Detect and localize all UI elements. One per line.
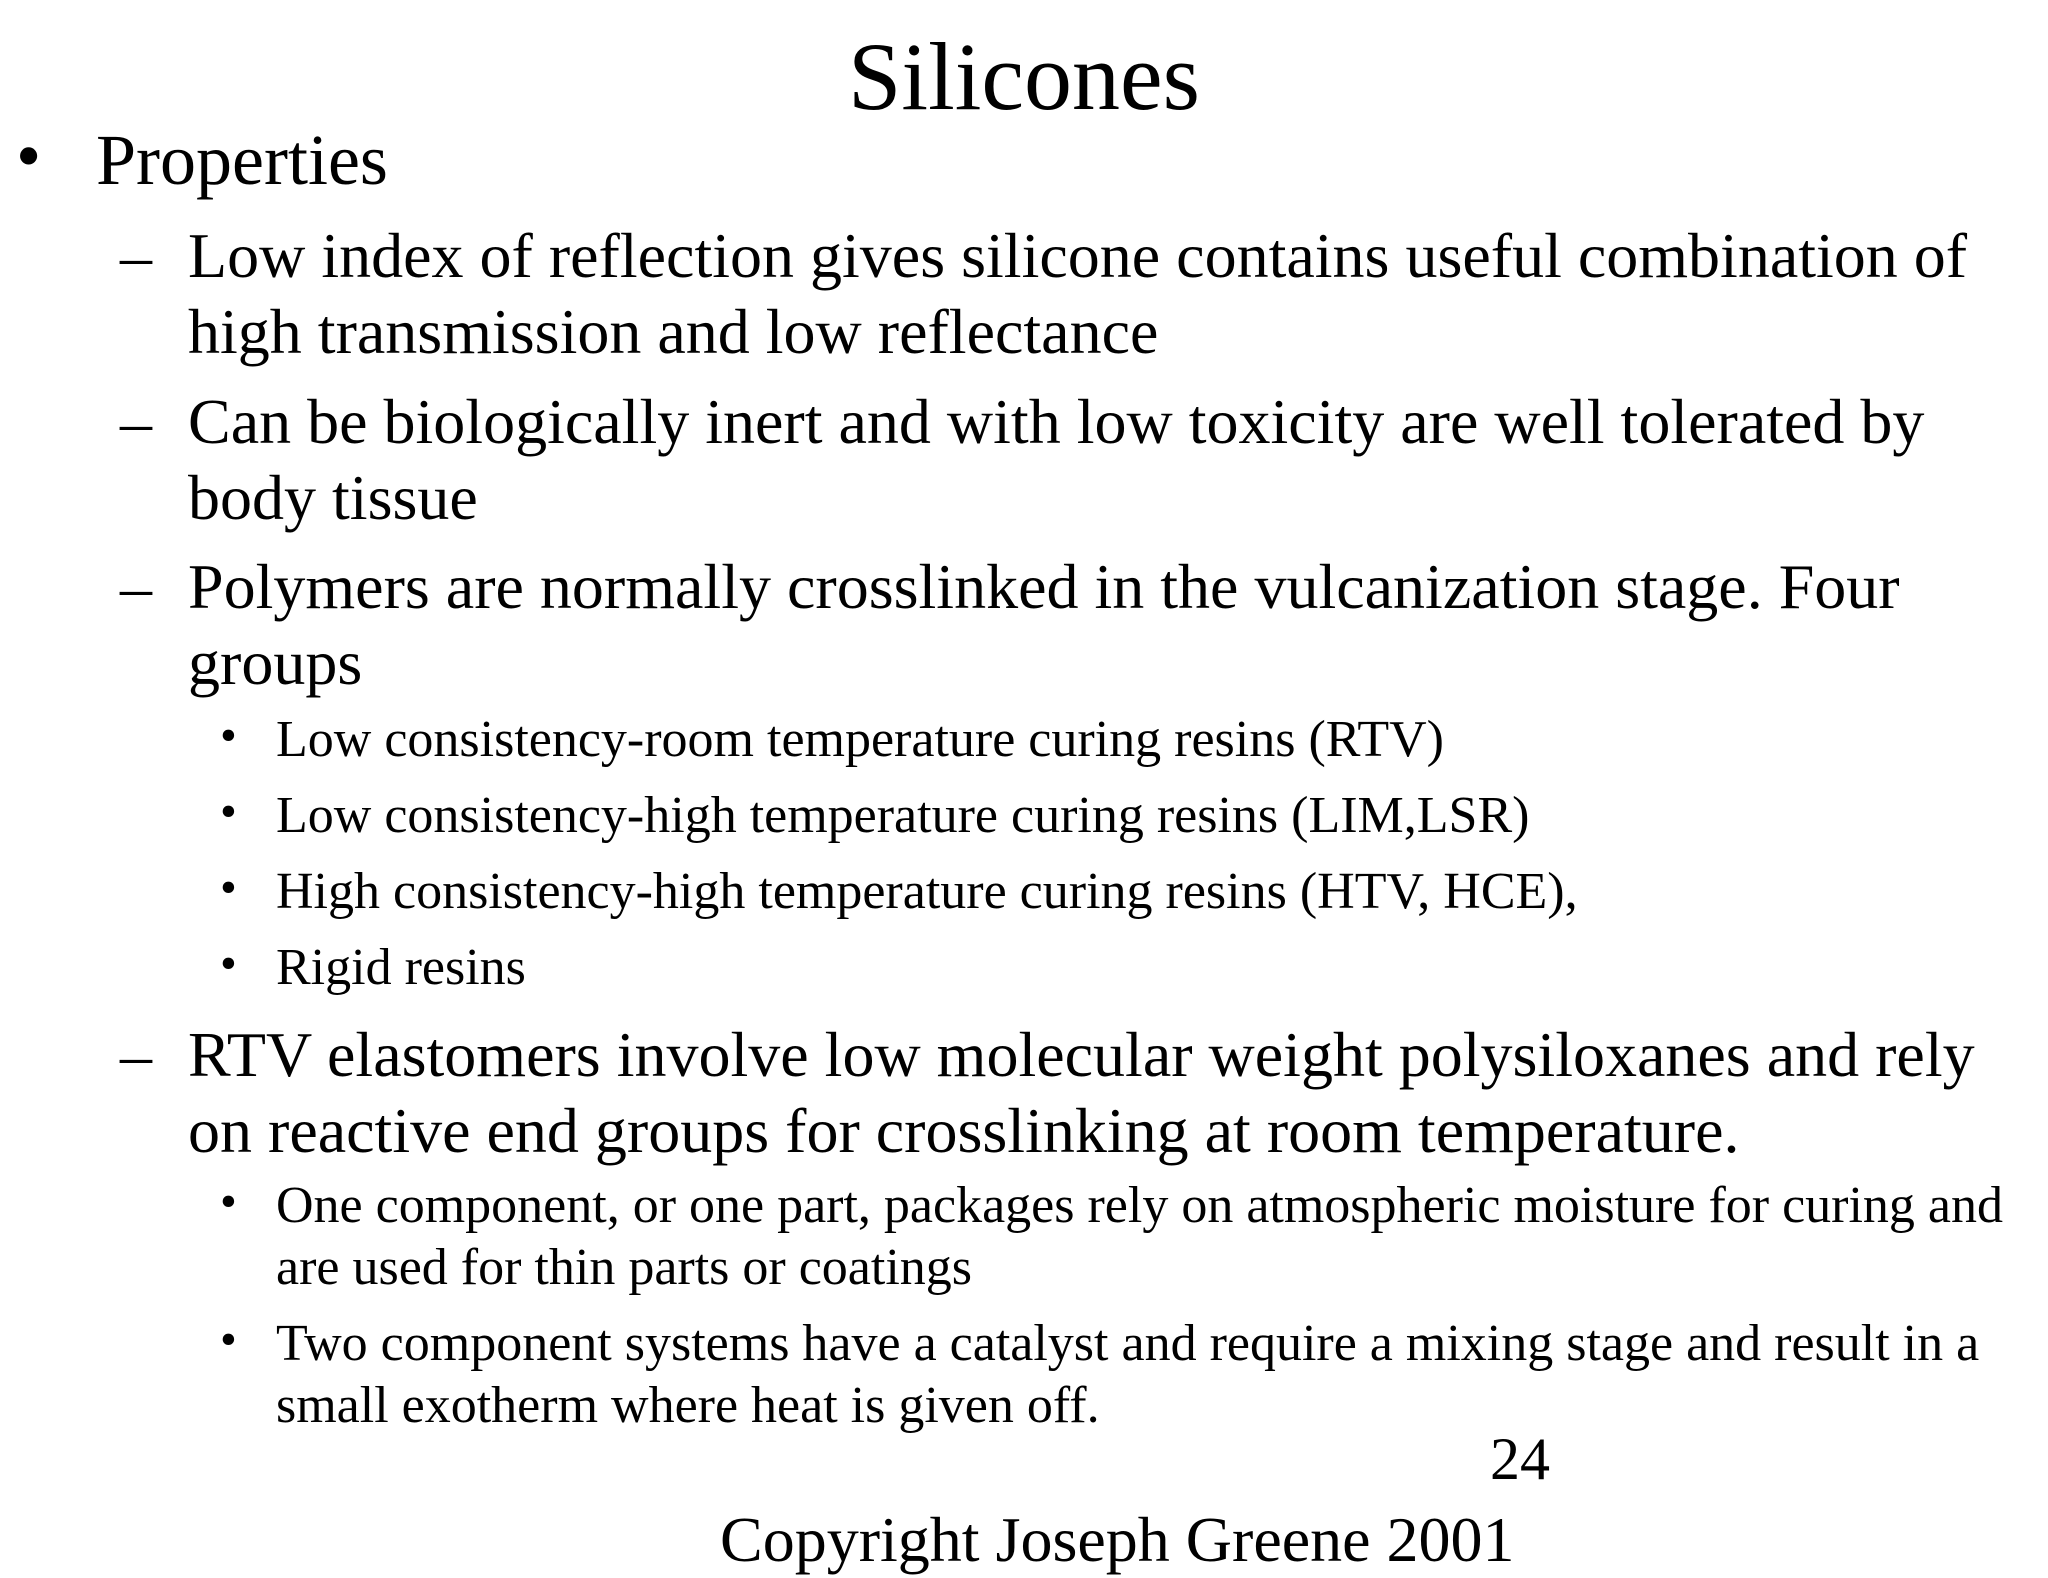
- page-number: 24: [1490, 1426, 1550, 1492]
- sub-list-item: [220, 709, 2020, 771]
- sub-list-item-text: One component, or one part, packages rely on atmospheric moisture for curing and are used for thin parts or coatings: [276, 1177, 2003, 1296]
- sub-list-item: [220, 861, 2020, 923]
- sub-list-item: [220, 1175, 2020, 1299]
- dash-marker: –: [120, 386, 152, 457]
- sub-list-item-text: High consistency-high temperature curing resins (HTV, HCE),: [276, 863, 1578, 920]
- slide-title: Silicones: [848, 23, 1200, 130]
- list-item-text: RTV elastomers involve low molecular weight polysiloxanes and rely on reactive end groups for crosslinking at room temperature.: [188, 1019, 1975, 1166]
- sub-bullet-marker: •: [220, 709, 237, 762]
- copyright-footer: Copyright Joseph Greene 2001: [720, 1504, 1515, 1575]
- list-item: [120, 1017, 2020, 1169]
- list-item: [120, 384, 2020, 536]
- sub-list-item-text: Low consistency-room temperature curing resins (RTV): [276, 711, 1444, 768]
- dash-marker: –: [120, 220, 152, 291]
- sub-bullet-marker: •: [220, 861, 237, 914]
- sub-list-item: [220, 1313, 2020, 1437]
- list-item: [120, 218, 2020, 370]
- list-item-text: Polymers are normally crosslinked in the vulcanization stage. Four groups: [188, 551, 1900, 698]
- sub-list-item-text: Two component systems have a catalyst and require a mixing stage and result in a small exotherm where heat is given off.: [276, 1315, 1980, 1434]
- bullet-marker: •: [16, 116, 42, 196]
- sub-bullet-marker: •: [220, 1313, 237, 1366]
- sub-list-item-text: Rigid resins: [276, 939, 526, 996]
- sub-bullet-marker: •: [220, 1175, 237, 1228]
- sub-list-item: [220, 937, 2020, 999]
- list-item: [120, 549, 2020, 701]
- dash-marker: –: [120, 1019, 152, 1090]
- sub-list-item: [220, 785, 2020, 847]
- bullet-heading-text: Properties: [96, 120, 388, 200]
- dash-marker: –: [120, 551, 152, 622]
- list-item-text: Can be biologically inert and with low toxicity are well tolerated by body tissue: [188, 386, 1925, 533]
- sub-bullet-marker: •: [220, 785, 237, 838]
- list-item-text: Low index of reflection gives silicone contains useful combination of high transmission and low reflectance: [188, 220, 1968, 367]
- sub-bullet-marker: •: [220, 937, 237, 990]
- sub-list-item-text: Low consistency-high temperature curing resins (LIM,LSR): [276, 787, 1530, 844]
